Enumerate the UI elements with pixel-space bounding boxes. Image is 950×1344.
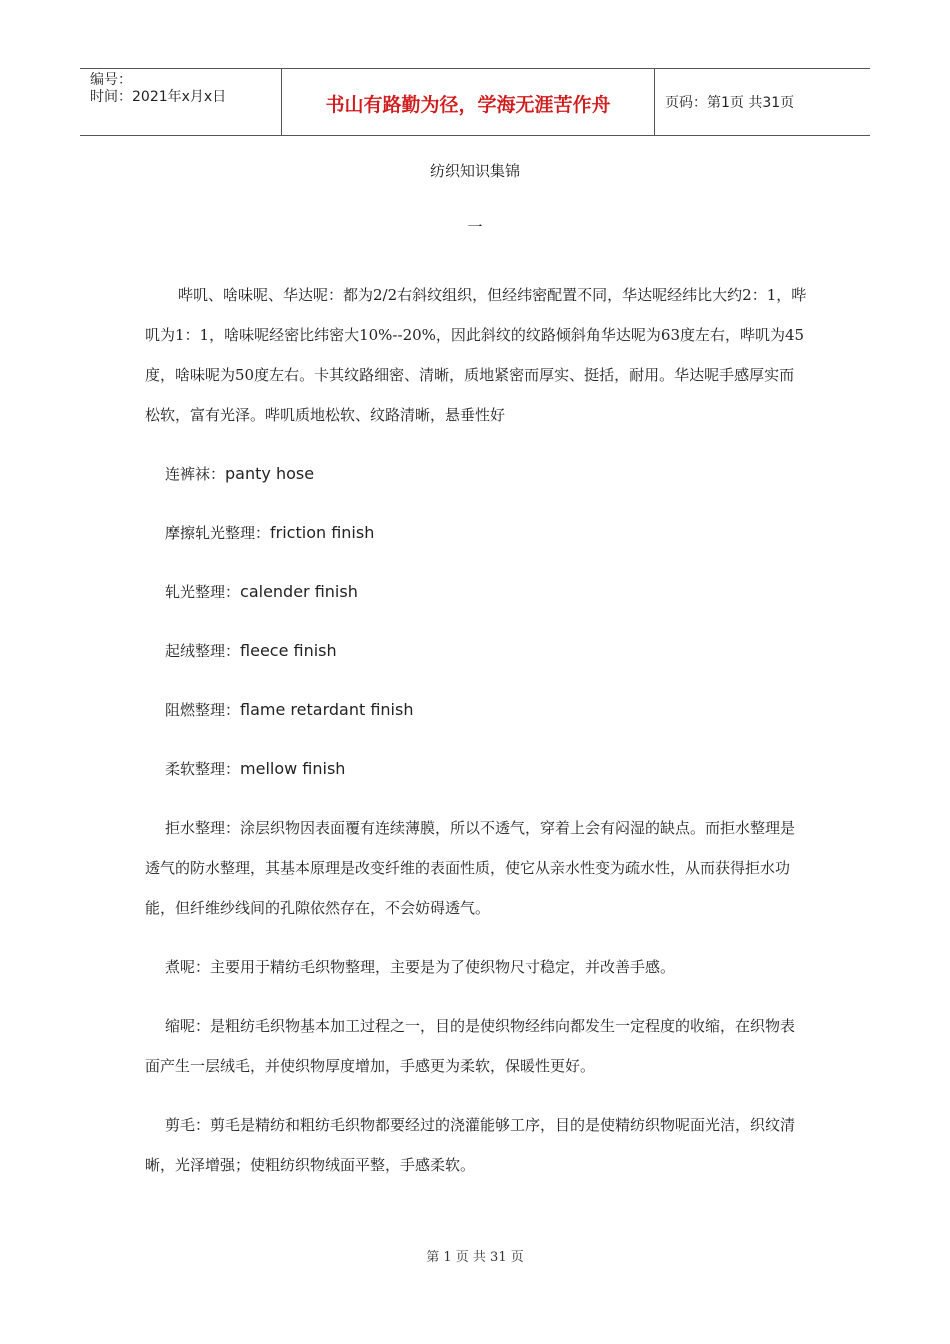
header-page-info: 页码：第1页 共31页 (665, 95, 795, 111)
header-motto: 书山有路勤为径，学海无涯苦作舟 (281, 69, 655, 135)
paragraph-shearing: 剪毛：剪毛是精纺和粗纺毛织物都要经过的浇灌能够工序，目的是使精纺织物呢面光洁，织纹清晰，光泽增强；使粗纺织物绒面平整，手感柔软。 (145, 1116, 796, 1174)
header-number-label: 编号： (90, 72, 132, 88)
term-value: fleece finish (240, 641, 337, 660)
paragraph-fulling: 缩呢：是粗纺毛织物基本加工过程之一，目的是使织物经纬向都发生一定程度的收缩，在织物表面产生一层绒毛，并使织物厚度增加，手感更为柔软，保暖性更好。 (145, 1017, 796, 1075)
paragraph-serge: 哔叽、啥味呢、华达呢：都为2/2右斜纹组织，但经纬密配置不同，华达呢经纬比大约2：1，哔叽为1：1，啥味呢经密比纬密大10%--20%，因此斜纹的纹路倾斜角华达呢为63度左右，哔叽为45度，啥味呢为50度左右。卡其纹路细密、清晰，质地紧密而厚实、挺括，耐用。华达呢手感厚实而松软，富有光泽。哔叽质地松软、纹路清晰，悬垂性好 (145, 286, 807, 424)
term-calender-finish (145, 572, 807, 612)
term-value: friction finish (270, 523, 375, 542)
page-footer: 第 1 页 共 31 页 (426, 1250, 524, 1265)
term-label: 阻燃整理： (165, 701, 241, 719)
term-value: flame retardant finish (240, 700, 414, 719)
term-friction-finish (145, 513, 807, 553)
term-label: 连裤袜： (165, 465, 226, 483)
header-left-cell (80, 69, 281, 135)
term-value: mellow finish (240, 759, 346, 778)
document-body (145, 275, 807, 1185)
document-header (80, 68, 870, 136)
section-number: 一 (467, 218, 483, 236)
header-date: 时间：2021年x月x日 (90, 89, 227, 105)
term-fleece-finish (145, 631, 807, 671)
paragraph-crabbing: 煮呢：主要用于精纺毛织物整理，主要是为了使织物尺寸稳定，并改善手感。 (165, 958, 676, 976)
term-value: panty hose (225, 464, 315, 483)
paragraph-water-repellent: 拒水整理：涂层织物因表面覆有连续薄膜，所以不透气，穿着上会有闷湿的缺点。而拒水整理是透气的防水整理，其基本原理是改变纤维的表面性质，使它从亲水性变为疏水性，从而获得拒水功能，但纤维纱线间的孔隙依然存在，不会妨碍透气。 (145, 819, 796, 917)
term-label: 轧光整理： (165, 583, 241, 601)
term-label: 摩擦轧光整理： (165, 524, 271, 542)
term-mellow-finish (145, 749, 807, 789)
term-label: 起绒整理： (165, 642, 241, 660)
term-value: calender finish (240, 582, 358, 601)
term-flame-retardant-finish (145, 690, 807, 730)
document-title: 纺织知识集锦 (429, 162, 520, 180)
term-label: 柔软整理： (165, 760, 241, 778)
term-panty-hose (145, 454, 807, 494)
